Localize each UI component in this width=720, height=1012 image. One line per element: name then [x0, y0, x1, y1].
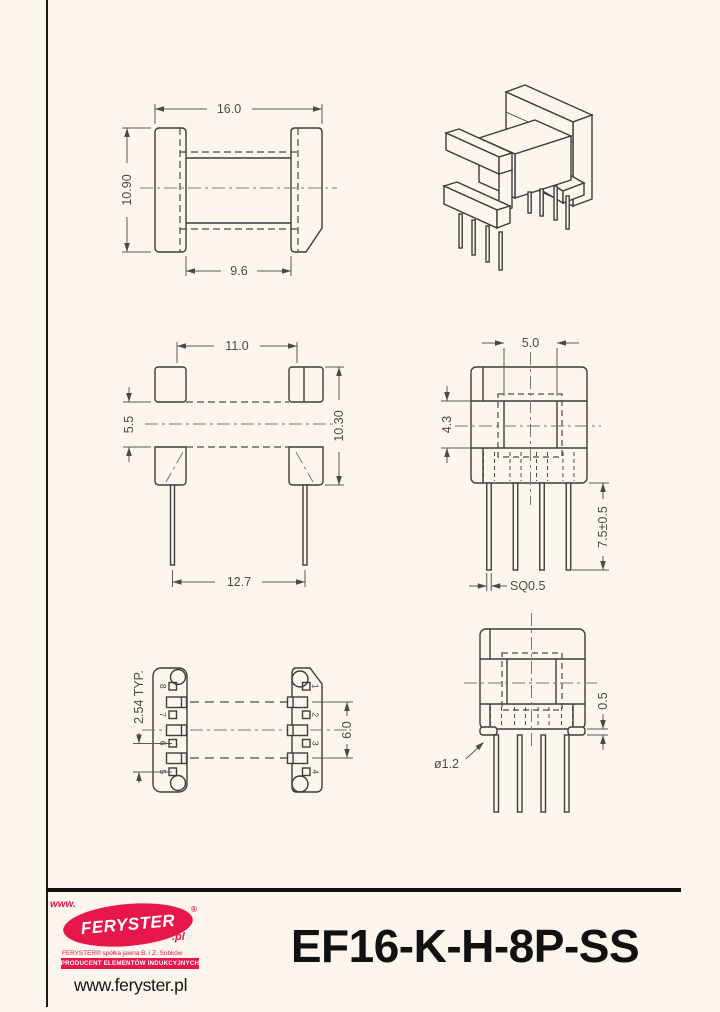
left-foot	[480, 727, 497, 735]
pin-number-4: 4	[310, 769, 321, 775]
view-front	[440, 336, 610, 593]
tagline-banner	[61, 958, 199, 969]
dim-dia12-label: ø1.2	[434, 757, 460, 771]
view-isometric	[444, 85, 592, 270]
dim-43-label: 4.3	[440, 415, 454, 434]
company-name-line: FERYSTER® spółka jawna B. i Z. Sobków	[62, 950, 183, 957]
dimension-pin-span	[173, 570, 306, 589]
pin-number-7: 7	[158, 712, 168, 718]
view-front-feet	[434, 613, 610, 812]
dim-1090-label: 10.90	[120, 174, 134, 206]
pin-number-1: 1	[310, 683, 321, 689]
dim-sq05-label: SQ0.5	[510, 579, 546, 593]
dim-55-label: 5.5	[122, 415, 136, 434]
dim-16-label: 16.0	[216, 102, 242, 116]
logo-pl-suffix: .pl	[172, 931, 185, 943]
dimension-overall-width	[155, 102, 322, 124]
tagline-text: PRODUCENT ELEMENTÓW INDUKCYJNYCH	[60, 960, 200, 967]
dim-05-label: 0.5	[596, 692, 610, 710]
dimension-pin-square	[469, 573, 545, 593]
dim-96-label: 9.6	[230, 264, 248, 278]
pin-number-3: 3	[310, 740, 321, 746]
brand-name: FERYSTER	[80, 910, 176, 939]
view-bottom	[132, 668, 354, 792]
logo-oval	[61, 898, 194, 951]
dim-110-label: 11.0	[225, 339, 249, 353]
dimension-overall-height	[120, 128, 151, 252]
pin-number-6: 6	[158, 740, 168, 746]
dimension-inner-width	[186, 256, 291, 278]
registered-mark: ®	[191, 905, 197, 914]
dim-50-label: 5.0	[521, 336, 540, 350]
view-top	[120, 102, 337, 278]
dim-60-label: 6.0	[340, 721, 354, 739]
dim-75-label: 7.5±0.5	[596, 506, 610, 548]
pin-number-2: 2	[310, 712, 321, 718]
dim-1030-label: 10.30	[332, 410, 346, 442]
dimension-standoff	[587, 692, 610, 750]
pin-number-8: 8	[158, 683, 168, 689]
pin-number-5: 5	[158, 769, 168, 775]
title-block	[46, 891, 681, 1007]
website-url: www.feryster.pl	[74, 975, 188, 995]
dimension-top-width	[177, 339, 297, 363]
view-side	[122, 339, 346, 589]
part-number-title: EF16-K-H-8P-SS	[290, 920, 640, 972]
right-foot	[568, 727, 585, 735]
dim-127-label: 12.7	[226, 575, 252, 589]
dimension-center-height	[440, 386, 471, 463]
dimension-foot-diameter	[434, 740, 486, 771]
dimension-pin-length	[572, 483, 610, 570]
logo-www-prefix: www.	[50, 899, 76, 910]
dimension-side-height	[325, 367, 346, 485]
dim-254-label: 2.54 TYP.	[132, 670, 146, 724]
